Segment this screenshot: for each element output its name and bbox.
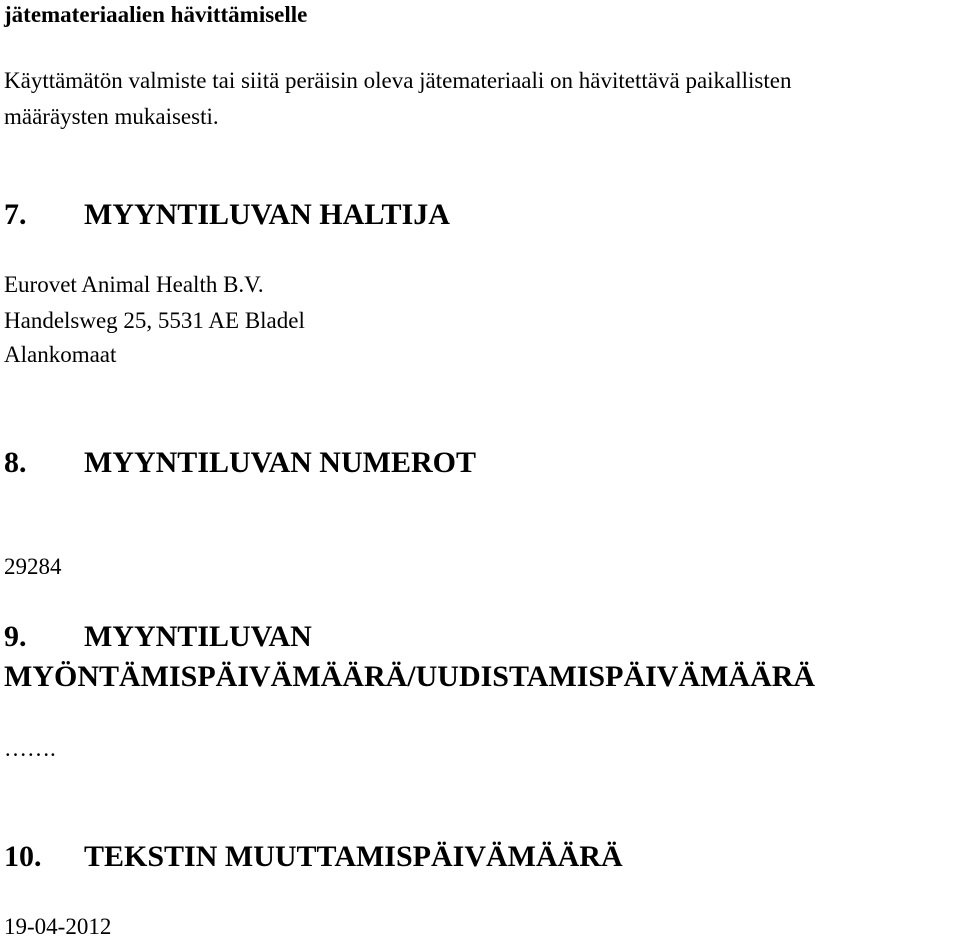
section-9-title-line-1: MYYNTILUVAN — [84, 620, 312, 653]
disposal-subheading: jätemateriaalien hävittämiselle — [4, 2, 308, 27]
section-8-heading — [4, 446, 476, 480]
disposal-text-line-2: määräysten mukaisesti. — [4, 104, 219, 129]
authorisation-number: 29284 — [4, 554, 62, 579]
revision-date: 19-04-2012 — [4, 914, 112, 939]
authorisation-date: ……. — [4, 736, 56, 761]
section-10-heading — [4, 840, 623, 874]
holder-company: Eurovet Animal Health B.V. — [4, 272, 264, 297]
section-7-number: 7. — [4, 198, 27, 231]
section-9-number: 9. — [4, 620, 27, 653]
section-7-heading — [4, 198, 450, 232]
holder-country: Alankomaat — [4, 342, 117, 367]
holder-street: Handelsweg 25, 5531 AE Bladel — [4, 308, 305, 333]
section-8-title: MYYNTILUVAN NUMEROT — [84, 446, 476, 479]
section-9-heading — [4, 620, 312, 654]
section-10-number: 10. — [4, 840, 42, 873]
section-8-number: 8. — [4, 446, 27, 479]
section-10-title: TEKSTIN MUUTTAMISPÄIVÄMÄÄRÄ — [84, 840, 623, 873]
disposal-text-line-1: Käyttämätön valmiste tai siitä peräisin oleva jätemateriaali on hävitettävä paikallisten — [4, 68, 792, 93]
section-9-title-line-2: MYÖNTÄMISPÄIVÄMÄÄRÄ/UUDISTAMISPÄIVÄMÄÄRÄ — [4, 660, 816, 693]
section-7-title: MYYNTILUVAN HALTIJA — [84, 198, 450, 231]
